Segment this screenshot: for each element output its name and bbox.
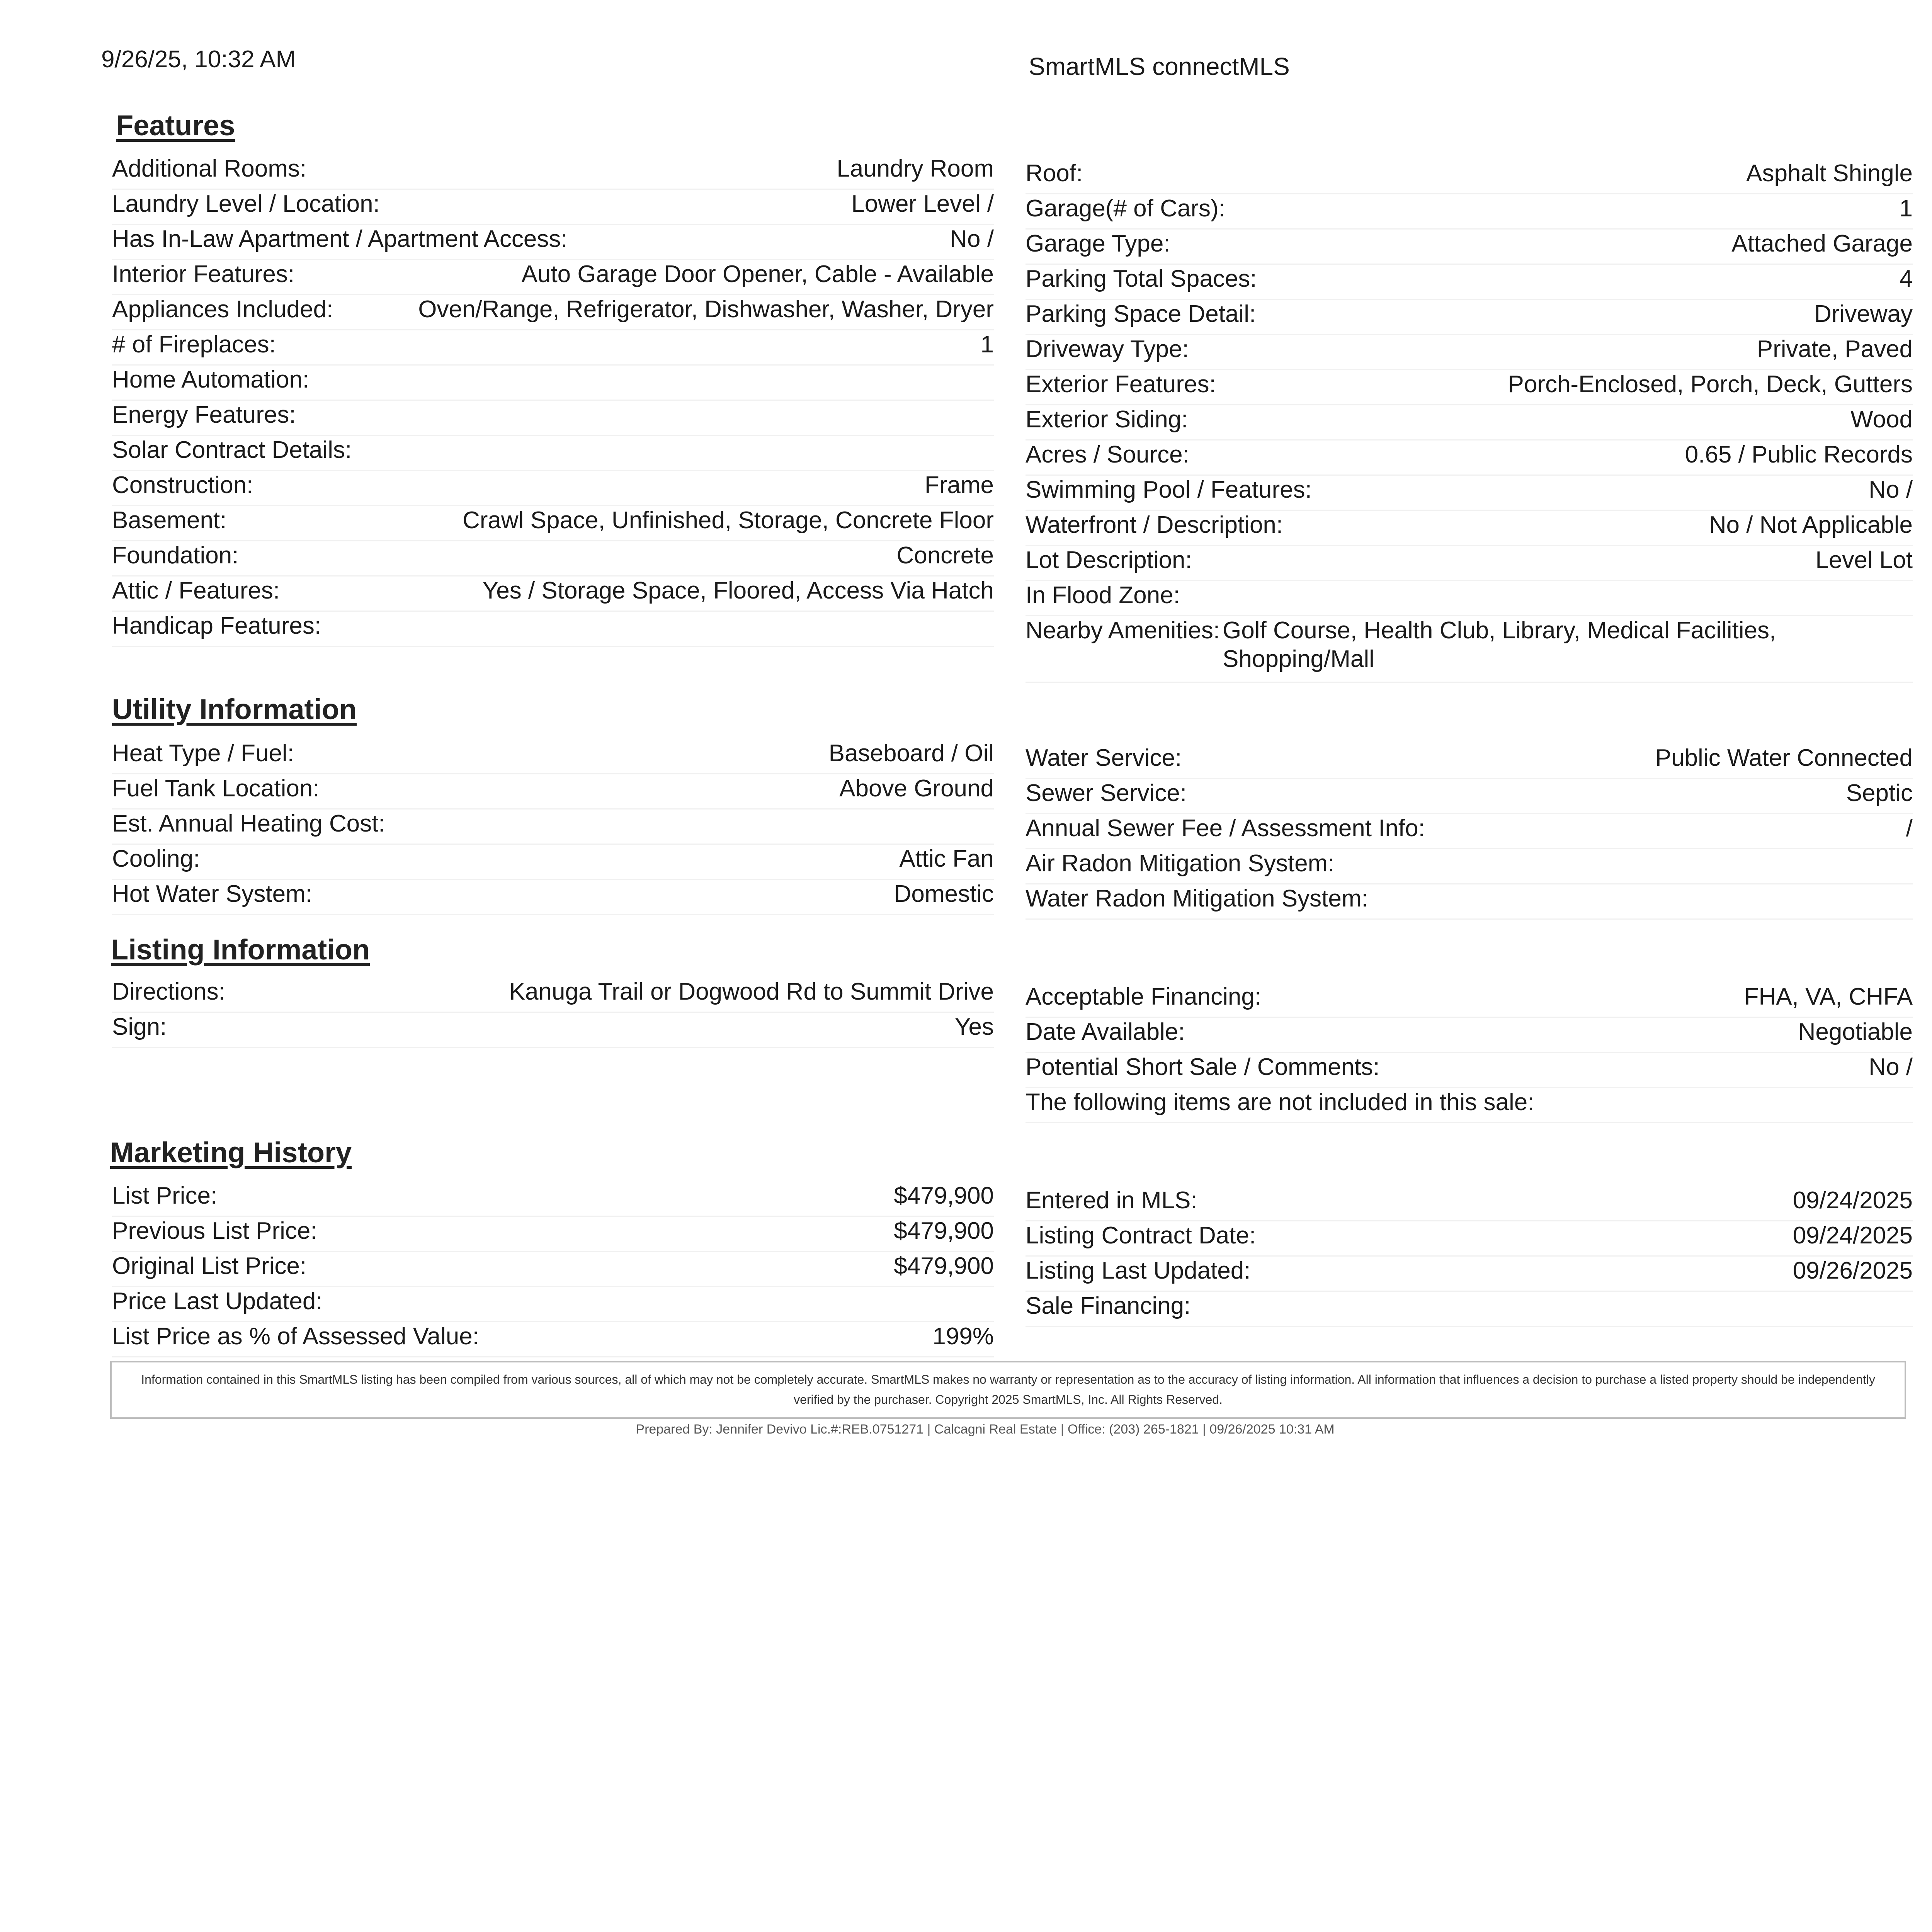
field-label: List Price as % of Assessed Value: (112, 1323, 479, 1350)
field-value: 0.65 / Public Records (1685, 441, 1913, 468)
field-value: No / Not Applicable (1709, 512, 1913, 538)
field-row (112, 225, 994, 260)
field-value: Level Lot (1815, 547, 1913, 573)
section-title-features: Features (116, 109, 235, 141)
field-row (1026, 616, 1913, 683)
field-label: Interior Features: (112, 261, 295, 287)
field-row (112, 260, 994, 295)
field-row (1026, 370, 1913, 405)
field-value: No / (1869, 476, 1913, 503)
field-label: In Flood Zone: (1026, 582, 1180, 609)
field-row (1026, 511, 1913, 546)
field-row (1026, 983, 1913, 1018)
field-row (1026, 405, 1913, 440)
field-row (1026, 1088, 1913, 1123)
field-label: Air Radon Mitigation System: (1026, 850, 1335, 877)
field-label: Laundry Level / Location: (112, 190, 380, 217)
field-row (112, 1182, 994, 1217)
field-row (1026, 476, 1913, 511)
field-label: List Price: (112, 1182, 218, 1209)
field-value: 1 (1899, 195, 1913, 222)
field-value: Frame (924, 472, 994, 498)
field-row (112, 436, 994, 471)
field-label: Parking Total Spaces: (1026, 265, 1257, 292)
field-row (112, 774, 994, 810)
listing-right-column (1026, 983, 1913, 1123)
field-label: Heat Type / Fuel: (112, 740, 294, 767)
field-value: No / (950, 226, 994, 252)
field-value: Golf Course, Health Club, Library, Medical Facilities, Shopping/Mall (1223, 617, 1776, 672)
field-row (1026, 1221, 1913, 1257)
field-row (112, 506, 994, 541)
field-row (1026, 1257, 1913, 1292)
field-label: Sign: (112, 1014, 167, 1040)
section-title-utility: Utility Information (112, 693, 357, 725)
field-row (112, 330, 994, 366)
field-value: Kanuga Trail or Dogwood Rd to Summit Drive (509, 978, 994, 1005)
field-row (1026, 1018, 1913, 1053)
listing-left-column (112, 978, 994, 1048)
prepared-by: Prepared By: Jennifer Devivo Lic.#:REB.0751271 | Calcagni Real Estate | Office: (203) 265-1821 | 09/26/2025 10:31 AM (636, 1422, 1335, 1437)
field-value: Above Ground (839, 775, 994, 802)
field-label: Date Available: (1026, 1019, 1185, 1045)
field-label: Acceptable Financing: (1026, 983, 1262, 1010)
field-label: Annual Sewer Fee / Assessment Info: (1026, 815, 1425, 842)
field-value: $479,900 (894, 1182, 994, 1209)
field-label: The following items are not included in this sale: (1026, 1089, 1534, 1116)
field-value: Yes (954, 1014, 994, 1040)
field-label: Potential Short Sale / Comments: (1026, 1054, 1380, 1080)
field-row (112, 366, 994, 401)
field-value: FHA, VA, CHFA (1744, 983, 1913, 1010)
field-row (1026, 779, 1913, 814)
field-label: Listing Last Updated: (1026, 1257, 1251, 1284)
field-label: Construction: (112, 472, 253, 498)
field-label: Directions: (112, 978, 225, 1005)
field-label: # of Fireplaces: (112, 331, 276, 358)
field-value: Laundry Room (837, 155, 994, 182)
field-label: Parking Space Detail: (1026, 301, 1256, 327)
field-row (1026, 744, 1913, 779)
field-row (112, 541, 994, 577)
field-row (1026, 300, 1913, 335)
field-row (1026, 440, 1913, 476)
field-row (112, 880, 994, 915)
features-left-column (112, 155, 994, 647)
field-row (1026, 159, 1913, 194)
field-label: Original List Price: (112, 1253, 307, 1279)
section-title-listing: Listing Information (111, 934, 370, 966)
field-value: Lower Level / (851, 190, 994, 217)
field-label: Hot Water System: (112, 881, 312, 907)
field-label: Exterior Siding: (1026, 406, 1188, 433)
field-value: Oven/Range, Refrigerator, Dishwasher, Washer, Dryer (418, 296, 994, 323)
field-label: Garage(# of Cars): (1026, 195, 1225, 222)
field-row (112, 1013, 994, 1048)
field-label: Roof: (1026, 160, 1083, 187)
field-row (112, 978, 994, 1013)
field-value: Domestic (894, 881, 994, 907)
field-value: 4 (1899, 265, 1913, 292)
field-label: Solar Contract Details: (112, 437, 352, 463)
field-label: Entered in MLS: (1026, 1187, 1197, 1214)
field-row (1026, 1053, 1913, 1088)
field-value: Wood (1850, 406, 1913, 433)
print-datetime: 9/26/25, 10:32 AM (101, 46, 296, 73)
field-value: Driveway (1814, 301, 1913, 327)
field-row (1026, 581, 1913, 616)
field-label: Driveway Type: (1026, 336, 1189, 362)
field-row (112, 295, 994, 330)
field-row (1026, 884, 1913, 920)
field-label: Basement: (112, 507, 227, 534)
field-row (112, 739, 994, 774)
field-label: Additional Rooms: (112, 155, 307, 182)
field-row (112, 1217, 994, 1252)
field-value: Asphalt Shingle (1746, 160, 1913, 187)
field-label: Handicap Features: (112, 612, 321, 639)
field-value: Attic Fan (899, 845, 994, 872)
field-value: Public Water Connected (1655, 745, 1913, 771)
field-label: Waterfront / Description: (1026, 512, 1283, 538)
field-row (112, 471, 994, 506)
field-value: $479,900 (894, 1253, 994, 1279)
field-label: Sale Financing: (1026, 1293, 1191, 1319)
section-title-marketing: Marketing History (110, 1136, 352, 1168)
field-label: Previous List Price: (112, 1218, 317, 1244)
field-label: Garage Type: (1026, 230, 1170, 257)
disclaimer-box: Information contained in this SmartMLS listing has been compiled from various sources, all of which may not be completely accurate. SmartMLS makes no warranty or representation as to the accuracy of listing information. All information that influences a decision to purchase a listed property should be independently verified by the purchaser. Copyright 2025 SmartMLS, Inc. All Rights Reserved. (110, 1361, 1906, 1419)
field-row (1026, 814, 1913, 849)
utility-right-column (1026, 744, 1913, 920)
field-row (112, 190, 994, 225)
field-row (1026, 1186, 1913, 1221)
field-value: Crawl Space, Unfinished, Storage, Concrete Floor (463, 507, 994, 534)
field-label: Est. Annual Heating Cost: (112, 810, 385, 837)
field-row (1026, 335, 1913, 370)
field-label: Listing Contract Date: (1026, 1222, 1256, 1249)
field-label: Cooling: (112, 845, 200, 872)
marketing-left-column (112, 1182, 994, 1357)
field-value: Private, Paved (1757, 336, 1913, 362)
field-label: Nearby Amenities: (1026, 617, 1220, 644)
field-row (112, 845, 994, 880)
field-value: No / (1869, 1054, 1913, 1080)
field-label: Has In-Law Apartment / Apartment Access: (112, 226, 568, 252)
field-label: Sewer Service: (1026, 780, 1187, 806)
field-row (1026, 230, 1913, 265)
field-row (112, 577, 994, 612)
field-label: Price Last Updated: (112, 1288, 323, 1315)
field-row (1026, 1292, 1913, 1327)
app-title: SmartMLS connectMLS (1029, 53, 1290, 80)
field-row (112, 612, 994, 647)
field-label: Fuel Tank Location: (112, 775, 320, 802)
field-value: $479,900 (894, 1218, 994, 1244)
field-value: Baseboard / Oil (828, 740, 994, 767)
field-label: Lot Description: (1026, 547, 1192, 573)
field-value: Negotiable (1798, 1019, 1913, 1045)
field-row (112, 1252, 994, 1287)
field-row (112, 810, 994, 845)
field-label: Foundation: (112, 542, 239, 569)
field-row (112, 401, 994, 436)
field-value: Auto Garage Door Opener, Cable - Available (521, 261, 994, 287)
field-label: Home Automation: (112, 366, 310, 393)
field-row (1026, 849, 1913, 884)
field-value: Yes / Storage Space, Floored, Access Via Hatch (482, 577, 994, 604)
field-value: 09/26/2025 (1793, 1257, 1913, 1284)
field-label: Energy Features: (112, 401, 296, 428)
field-label: Exterior Features: (1026, 371, 1216, 398)
field-label: Water Service: (1026, 745, 1182, 771)
field-row (112, 155, 994, 190)
field-value: Concrete (896, 542, 994, 569)
features-right-column (1026, 159, 1913, 683)
field-label: Swimming Pool / Features: (1026, 476, 1312, 503)
utility-left-column (112, 739, 994, 915)
field-value: Septic (1846, 780, 1913, 806)
field-row (1026, 546, 1913, 581)
field-row (112, 1287, 994, 1322)
field-value: 1 (980, 331, 994, 358)
marketing-right-column (1026, 1186, 1913, 1327)
field-label: Appliances Included: (112, 296, 333, 323)
field-label: Acres / Source: (1026, 441, 1189, 468)
field-value: 09/24/2025 (1793, 1187, 1913, 1214)
field-value: 09/24/2025 (1793, 1222, 1913, 1249)
field-value: / (1906, 815, 1913, 842)
field-row (1026, 194, 1913, 230)
field-value: 199% (932, 1323, 994, 1350)
field-value: Porch-Enclosed, Porch, Deck, Gutters (1508, 371, 1913, 398)
field-label: Water Radon Mitigation System: (1026, 885, 1368, 912)
field-row (112, 1322, 994, 1357)
field-row (1026, 265, 1913, 300)
field-value: Attached Garage (1731, 230, 1913, 257)
field-label: Attic / Features: (112, 577, 280, 604)
